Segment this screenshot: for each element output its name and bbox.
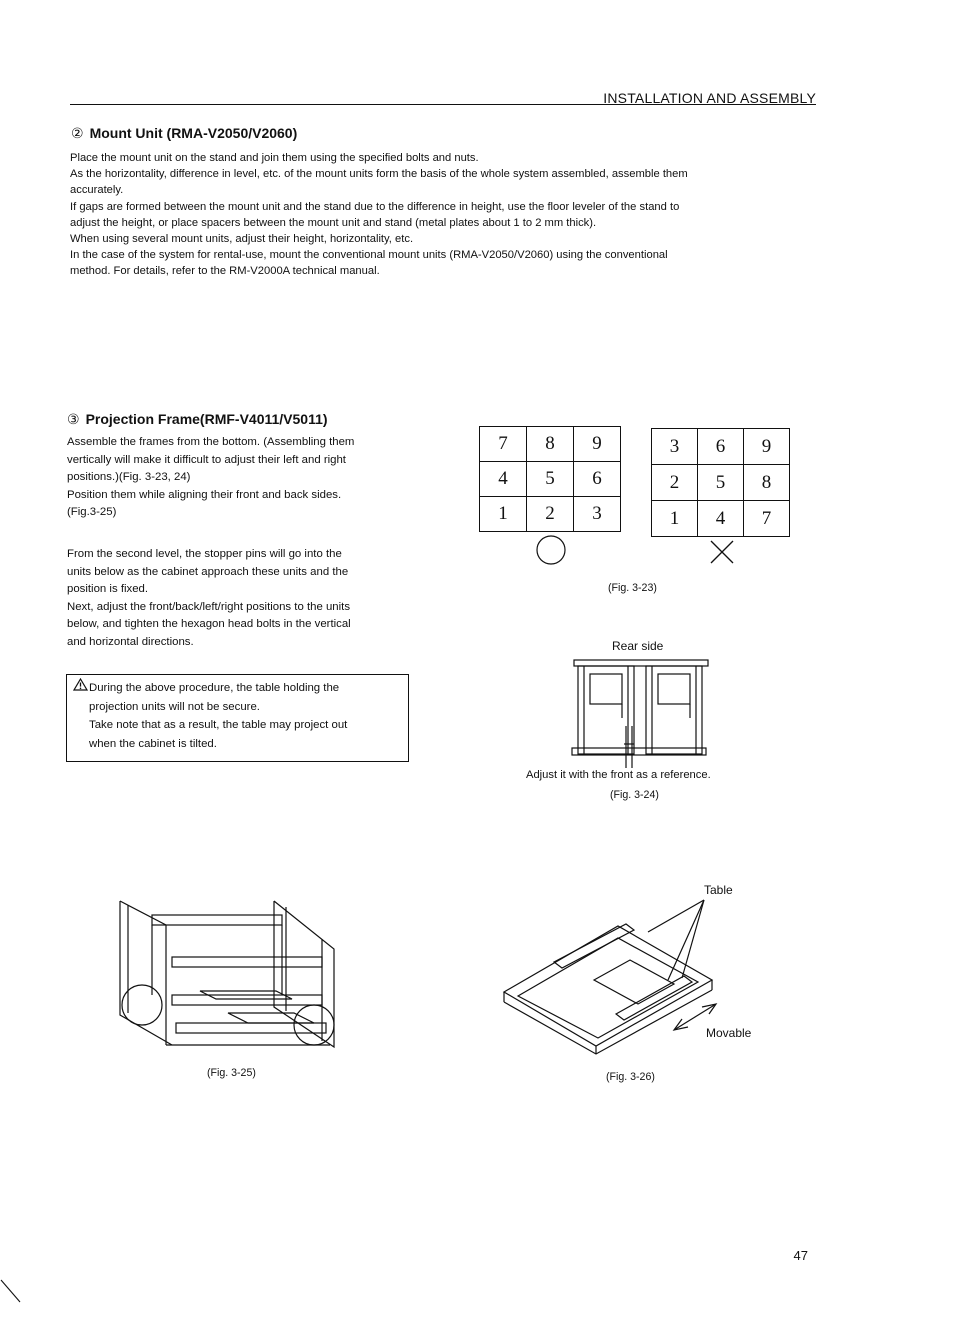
projection-frame-body-a — [67, 434, 417, 522]
grid-cell: 9 — [574, 427, 621, 462]
body-line: below, and tighten the hexagon head bolts in the vertical — [67, 618, 351, 631]
body-line: method. For details, refer to the RM-V2000A technical manual. — [70, 265, 380, 278]
grid-cell: 1 — [652, 501, 698, 537]
running-header: INSTALLATION AND ASSEMBLY — [603, 90, 816, 106]
body-line: vertically will make it difficult to adjust their left and right — [67, 453, 346, 466]
fig-3-25-cabinet-drawing — [116, 895, 340, 1060]
fig-3-24-note: Adjust it with the front as a reference. — [526, 769, 711, 781]
body-line: If gaps are formed between the mount unit and the stand due to the difference in height, use the floor leveler of the stand to — [70, 200, 680, 213]
fig-3-24-caption: (Fig. 3-24) — [610, 789, 659, 801]
page-number: 47 — [793, 1248, 808, 1263]
table-label: Table — [704, 883, 733, 897]
grid-cell: 2 — [527, 497, 574, 532]
rear-side-label: Rear side — [612, 639, 664, 653]
fig-3-23-caption: (Fig. 3-23) — [608, 582, 657, 594]
grid-cell: 4 — [698, 501, 744, 537]
grid-cell: 8 — [744, 465, 790, 501]
body-line: position is fixed. — [67, 583, 149, 596]
body-line: In the case of the system for rental-use, mount the conventional mount units (RMA-V2050/V2060) using the conventional — [70, 249, 668, 262]
body-line: and horizontal directions. — [67, 635, 194, 648]
caution-line: During the above procedure, the table holding the — [89, 682, 340, 694]
correct-mark-circle-icon — [535, 534, 567, 571]
grid-cell: 2 — [652, 465, 698, 501]
fig-3-24-frame-drawing — [568, 656, 713, 773]
grid-cell: 3 — [652, 429, 698, 465]
mount-unit-body — [70, 150, 820, 280]
warning-triangle-icon — [73, 678, 89, 698]
body-line: (Fig.3-25) — [67, 506, 117, 519]
section-number: ③ — [67, 411, 80, 427]
body-line: From the second level, the stopper pins will go into the — [67, 548, 342, 560]
section-title-text: Projection Frame(RMF-V4011/V5011) — [85, 411, 328, 427]
grid-cell: 4 — [480, 462, 527, 497]
body-line: Assemble the frames from the bottom. (Assembling them — [67, 436, 355, 448]
caution-line: Take note that as a result, the table may project out — [89, 719, 348, 731]
grid-cell: 7 — [744, 501, 790, 537]
movable-label: Movable — [706, 1026, 752, 1040]
body-line: units below as the cabinet approach these units and the — [67, 565, 349, 578]
body-line: As the horizontality, difference in level, etc. of the mount units form the basis of the whole system assembled, assemble them — [70, 168, 688, 181]
body-line: When using several mount units, adjust their height, horizontality, etc. — [70, 233, 414, 246]
grid-cell: 5 — [698, 465, 744, 501]
caution-line: projection units will not be secure. — [89, 700, 260, 713]
projection-frame-body-b — [67, 546, 417, 652]
grid-cell: 9 — [744, 429, 790, 465]
body-line: positions.)(Fig. 3-23, 24) — [67, 471, 191, 484]
fig-3-26-table-drawing — [498, 896, 718, 1063]
stacking-order-grid-wrong — [651, 428, 790, 537]
caution-box — [66, 674, 409, 762]
fig-3-25-caption: (Fig. 3-25) — [207, 1067, 256, 1079]
grid-cell: 6 — [698, 429, 744, 465]
wrong-mark-cross-icon — [708, 538, 736, 571]
section-title-mount-unit — [71, 125, 297, 142]
grid-cell: 7 — [480, 427, 527, 462]
scan-mark — [0, 1278, 24, 1309]
grid-cell: 3 — [574, 497, 621, 532]
section-title-projection-frame — [67, 411, 328, 428]
grid-cell: 6 — [574, 462, 621, 497]
body-line: Next, adjust the front/back/left/right positions to the units — [67, 600, 351, 613]
grid-cell: 5 — [527, 462, 574, 497]
body-line: accurately. — [70, 184, 124, 197]
caution-line: when the cabinet is tilted. — [89, 737, 217, 750]
grid-cell: 1 — [480, 497, 527, 532]
section-number: ② — [71, 125, 84, 141]
stacking-order-grid-correct — [479, 426, 621, 532]
section-title-text: Mount Unit (RMA-V2050/V2060) — [89, 125, 298, 141]
grid-cell: 8 — [527, 427, 574, 462]
header-rule — [70, 104, 816, 105]
body-line: Position them while aligning their front and back sides. — [67, 488, 342, 501]
body-line: adjust the height, or place spacers between the mount unit and stand (metal plates about 1 to 2 mm thick). — [70, 216, 597, 229]
fig-3-26-caption: (Fig. 3-26) — [606, 1071, 655, 1083]
body-line: Place the mount unit on the stand and join them using the specified bolts and nuts. — [70, 152, 479, 164]
